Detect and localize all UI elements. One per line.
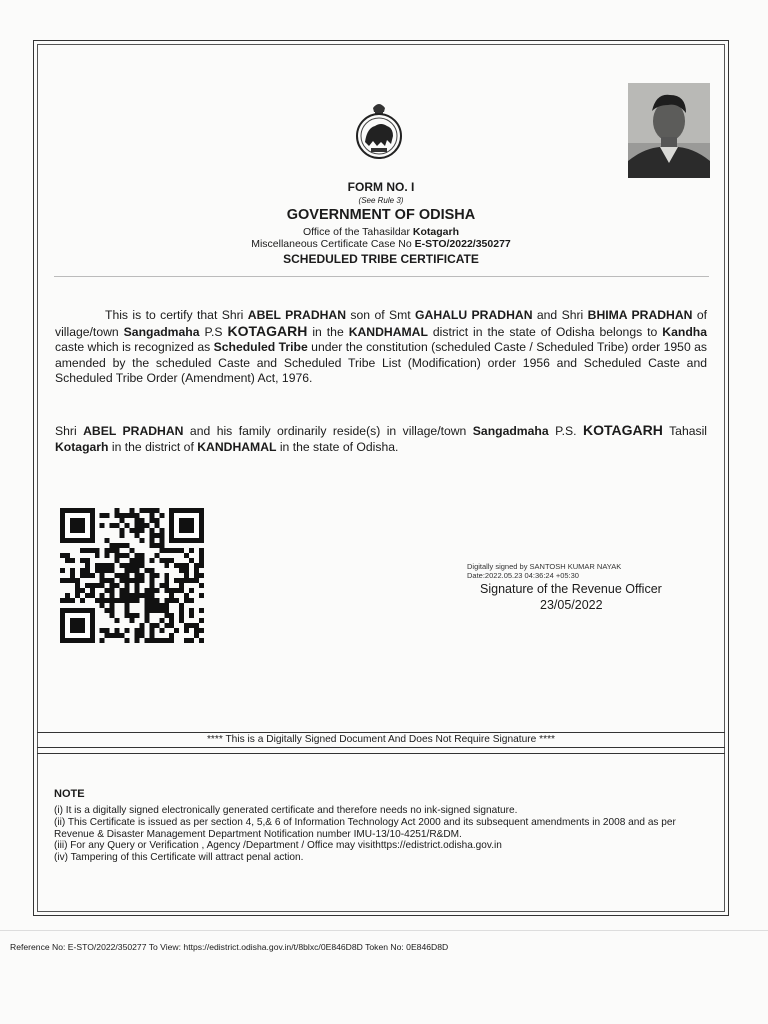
form-number: FORM NO. I xyxy=(347,180,415,194)
village-name-2: Sangadmaha xyxy=(472,424,549,438)
office-name: Kotagarh xyxy=(412,226,460,238)
digital-signature-stamp: Digitally signed by SANTOSH KUMAR NAYAK Date:2022.05.23 04:36:24 +05:30 xyxy=(467,562,622,580)
case-number: E-STO/2022/350277 xyxy=(414,238,511,250)
certificate-paragraph-2: Shri ABEL PRADHAN and his family ordinarily reside(s) in village/town Sangadmaha P.S. KOTAGARH Tahasil Kotagarh in the district of KANDHAMAL in the state of Odisha. xyxy=(55,422,708,454)
applicant-name-2: ABEL PRADHAN xyxy=(83,424,184,438)
digital-notice: **** This is a Digitally Signed Document And Does Not Require Signature **** xyxy=(206,734,556,745)
district-name-2: KANDHAMAL xyxy=(197,439,277,454)
note-item: (iv) Tampering of this Certificate will attract penal action. xyxy=(54,852,304,864)
reference-footer: Reference No: E-STO/2022/350277 To View: https://edistrict.odisha.gov.in/t/8blxc/0E846D8D Token No: 0E846D8D xyxy=(10,942,449,952)
father-name: BHIMA PRADHAN xyxy=(587,308,693,322)
note-item: (iii) For any Query or Verification , Agency /Department / Office may visithttps://edistrict.odisha.gov.in xyxy=(54,840,502,852)
category-name: Scheduled Tribe xyxy=(213,340,308,355)
note-item: (i) It is a digitally signed electronically generated certificate and therefore needs no ink-signed signature. xyxy=(54,805,518,816)
police-station: KOTAGARH xyxy=(227,322,308,339)
footer-divider xyxy=(0,930,768,931)
government-heading: GOVERNMENT OF ODISHA xyxy=(286,207,476,223)
applicant-name: ABEL PRADHAN xyxy=(247,308,347,322)
qr-code xyxy=(60,508,204,643)
odisha-emblem-icon xyxy=(351,100,407,162)
header-divider xyxy=(54,276,709,277)
police-station-2: KOTAGARH xyxy=(583,422,663,438)
certificate-title: SCHEDULED TRIBE CERTIFICATE xyxy=(283,252,479,266)
note-list xyxy=(54,805,709,864)
certificate-paragraph-1: This is to certify that Shri ABEL PRADHAN son of Smt GAHALU PRADHAN and Shri BHIMA PRADHAN of village/town Sangadmaha P.S KOTAGARH in the KANDHAMAL district in the state of Odisha belongs to Kandha caste which is recognized as Scheduled Tribe under the constitution (scheduled Caste / Scheduled Tribe) order 1950 as amended by the scheduled Caste and Scheduled Tribe List (Modification) order 1956 and Scheduled Caste and Scheduled Tribe Order (Amendment) Act, 1976. xyxy=(55,308,708,386)
mother-name: GAHALU PRADHAN xyxy=(415,308,533,322)
note-item: (ii) This Certificate is issued as per section 4, 5,& 6 of Information Technology Act 2000 and its subsequent amendments in 2008 and as per Revenue & Disaster Management Department Notification number IMU-13/10-4251/R&DM. xyxy=(54,816,676,840)
case-number-line: Miscellaneous Certificate Case No E-STO/2022/350277 xyxy=(251,238,511,250)
signature-label: Signature of the Revenue Officer xyxy=(480,582,662,596)
caste-name: Kandha xyxy=(662,324,707,339)
note-title: NOTE xyxy=(54,788,85,800)
village-name: Sangadmaha xyxy=(123,324,200,339)
district-name: KANDHAMAL xyxy=(348,324,428,339)
office-line: Office of the Tahasildar Kotagarh xyxy=(302,226,460,238)
tahasil-name: Kotagarh xyxy=(55,439,109,454)
see-rule: (See Rule 3) xyxy=(358,196,404,205)
signature-date: 23/05/2022 xyxy=(540,598,603,612)
applicant-photo xyxy=(628,83,710,178)
